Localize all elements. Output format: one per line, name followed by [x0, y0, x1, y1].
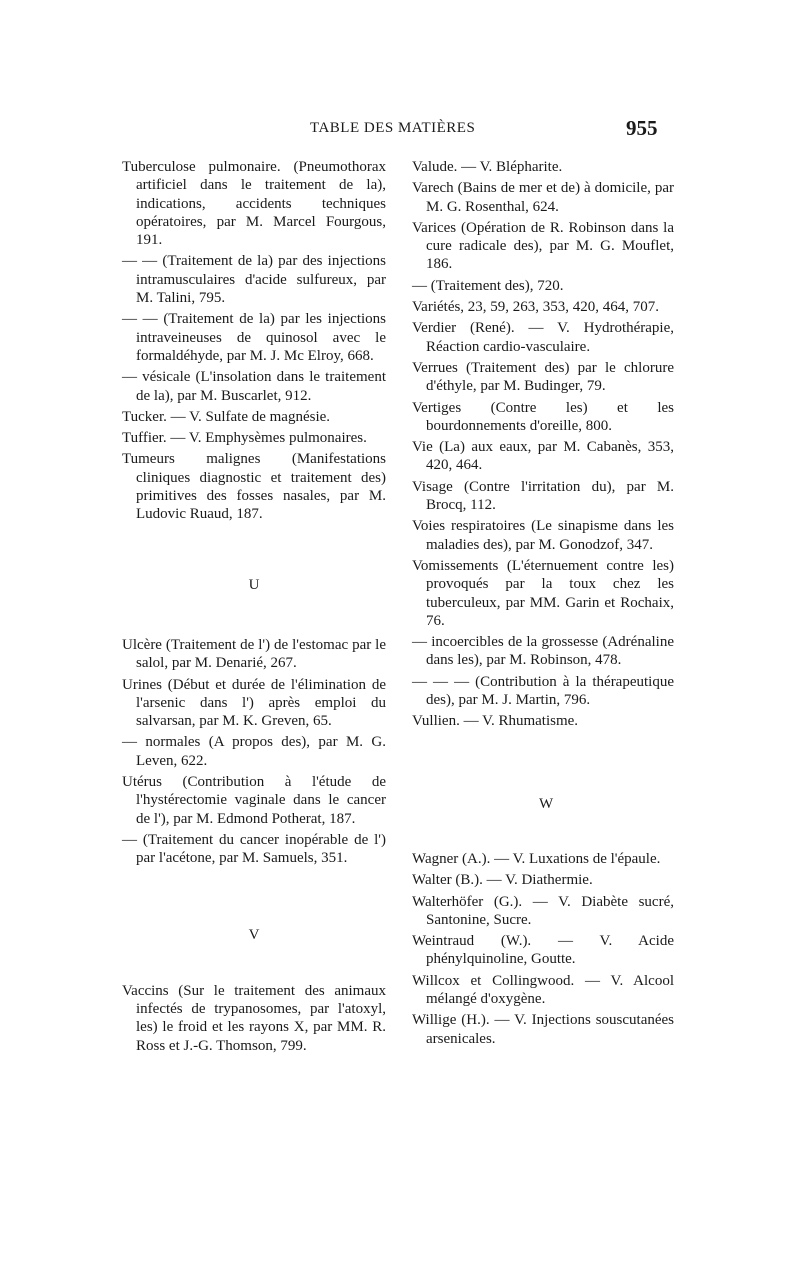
- index-entry: — — (Traitement de la) par les injections intraveineuses de quinosol avec le formaldéhyde, par M. J. Mc Elroy, 668.: [122, 311, 386, 364]
- index-entry: Willcox et Collingwood. — V. Alcool mélangé d'oxygène.: [412, 972, 674, 1008]
- index-entry: Tucker. — V. Sulfate de magnésie.: [122, 408, 331, 425]
- index-entry: Vomissements (L'éternuement contre les) provoqués par la toux chez les tuberculeux, par MM. Garin et Rochaix, 76.: [412, 557, 674, 629]
- index-entry: Walter (B.). — V. Diathermie.: [412, 872, 593, 889]
- index-entry: Ulcère (Traitement de l') de l'estomac par le salol, par M. Denarié, 267.: [122, 636, 386, 672]
- index-entry: Willige (H.). — V. Injections souscutanées arsenicales.: [412, 1012, 674, 1047]
- section-heading-w: W: [539, 796, 554, 812]
- index-entry: Utérus (Contribution à l'étude de l'hystérectomie vaginale dans le cancer de l'), par M. Edmond Potherat, 187.: [122, 774, 386, 827]
- index-entry: Variétés, 23, 59, 263, 353, 420, 464, 707.: [412, 299, 660, 316]
- index-entry: Tumeurs malignes (Manifestations cliniques diagnostic et traitement des) primitives des fosses nasales, par M. Ludovic Ruaud, 187.: [122, 451, 386, 523]
- index-entry: Verdier (René). — V. Hydrothérapie, Réaction cardio-vasculaire.: [412, 320, 674, 355]
- index-entry: — (Traitement du cancer inopérable de l') par l'acétone, par M. Samuels, 351.: [122, 831, 386, 867]
- index-entry: Tuffier. — V. Emphysèmes pulmonaires.: [122, 430, 367, 447]
- index-entry: Valude. — V. Blépharite.: [412, 159, 563, 175]
- index-entry: Vertiges (Contre les) et les bourdonnements d'oreille, 800.: [412, 399, 674, 434]
- section-heading-u: U: [248, 576, 260, 593]
- index-entry: — — (Traitement de la) par des injections intramusculaires d'acide sulfureux, par M. Talini, 795.: [122, 253, 386, 307]
- index-entry: Walterhöfer (G.). — V. Diabète sucré, Santonine, Sucre.: [412, 893, 674, 928]
- index-entry: — (Traitement des), 720.: [412, 277, 564, 294]
- right-column-w-entries: [412, 850, 674, 1051]
- index-entry: — normales (A propos des), par M. G. Leven, 622.: [122, 734, 386, 769]
- page-title: TABLE DES MATIÈRES: [310, 120, 476, 136]
- index-entry: Vullien. — V. Rhumatisme.: [412, 713, 579, 730]
- index-entry: — incoercibles de la grossesse (Adrénaline dans les), par M. Robinson, 478.: [412, 634, 674, 669]
- index-entry: — — — (Contribution à la thérapeutique des), par M. J. Martin, 796.: [412, 673, 674, 709]
- index-entry: Tuberculose pulmonaire. (Pneumothorax artificiel dans le traitement de la), indications, accidents techniques opératoires, par M. Marcel Fourgous, 191.: [122, 159, 386, 249]
- index-entry: Voies respiratoires (Le sinapisme dans les maladies des), par M. Gonodzof, 347.: [412, 518, 674, 553]
- index-entry: Visage (Contre l'irritation du), par M. Brocq, 112.: [412, 478, 674, 514]
- left-column: [122, 158, 386, 1058]
- page-number: 955: [626, 116, 658, 140]
- index-entry: Varech (Bains de mer et de) à domicile, par M. G. Rosenthal, 624.: [412, 180, 674, 215]
- index-entry: Varices (Opération de R. Robinson dans la cure radicale des), par M. G. Mouflet, 186.: [412, 219, 674, 273]
- index-entry: Vaccins (Sur le traitement des animaux infectés de trypanosomes, par l'atoxyl, les) le froid et les rayons X, par MM. R. Ross et J.-G. Thomson, 799.: [122, 982, 386, 1054]
- index-entry: — vésicale (L'insolation dans le traitement de la), par M. Buscarlet, 912.: [122, 369, 386, 404]
- index-entry: Weintraud (W.). — V. Acide phénylquinoline, Goutte.: [412, 933, 674, 968]
- index-entry: Urines (Début et durée de l'élimination de l'arsenic dans l') après emploi du salvarsan, par M. K. Greven, 65.: [122, 676, 386, 730]
- index-entry: Wagner (A.). — V. Luxations de l'épaule.: [412, 851, 661, 867]
- right-column: [412, 158, 674, 734]
- section-heading-v: V: [248, 926, 260, 943]
- index-entry: Verrues (Traitement des) par le chlorure d'éthyle, par M. Budinger, 79.: [412, 359, 674, 395]
- index-entry: Vie (La) aux eaux, par M. Cabanès, 353, 420, 464.: [412, 439, 674, 474]
